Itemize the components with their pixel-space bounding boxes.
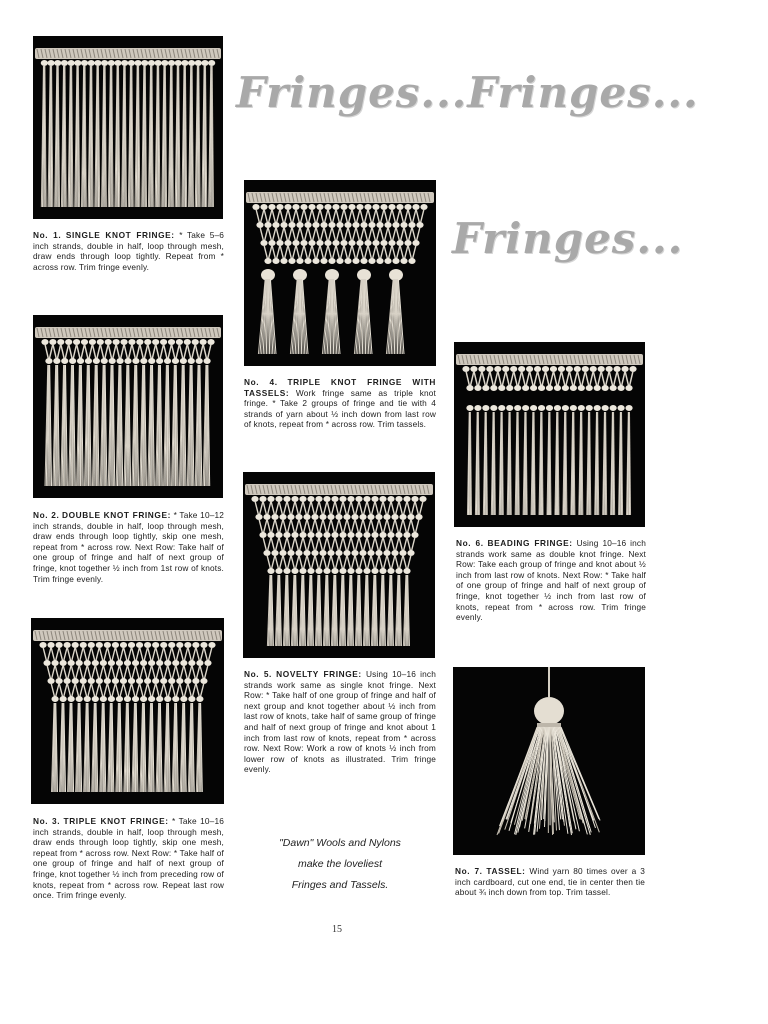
page-title-continued: Fringes... [452, 214, 684, 263]
promo-line-1: "Dawn" Wools and Nylons [279, 837, 401, 849]
caption-6-label: No. 6. [456, 538, 484, 548]
caption-2 [33, 510, 224, 584]
caption-7-label: No. 7. [455, 866, 483, 876]
caption-6-text: Using 10–16 inch strands work same as double knot fringe. Next Row: Take each group of fringe and knot about ½ inch from last row of knots. Next Row: * Take half of one group of fringe and half of next group of fringe, knot together ½ inch from last row of knots, repeat from * across row. Trim fringe evenly. [456, 538, 646, 623]
double-knot-fringe-photo [33, 315, 223, 498]
caption-5-label: No. 5. [244, 669, 272, 679]
promo-line-2: make the loveliest [297, 858, 383, 870]
caption-7-title: TASSEL: [486, 866, 526, 876]
caption-3-title: TRIPLE KNOT FRINGE: [63, 816, 169, 826]
caption-3-text: * Take 10–16 inch strands, double in half, loop through mesh, draw ends through loop tightly, skip one mesh, repeat from * across row. Next Row: * Take half of one group of fringe and half of next group of fringe, knot together ½ inch from preceding row of knots, repeat from * across row. Repeat last row once. Trim fringe evenly. [33, 816, 224, 901]
promo-line-3: Fringes and Tassels. [291, 879, 389, 891]
caption-7 [455, 866, 645, 898]
caption-1 [33, 230, 224, 272]
caption-3 [33, 816, 224, 901]
caption-1-title: SINGLE KNOT FRINGE: [65, 230, 175, 240]
novelty-fringe-photo [243, 472, 435, 658]
triple-knot-tassel-fringe-photo [244, 180, 436, 366]
caption-3-label: No. 3. [33, 816, 61, 826]
caption-1-label: No. 1. [33, 230, 62, 240]
caption-6 [456, 538, 646, 623]
caption-4 [244, 377, 436, 430]
caption-7-text: Wind yarn 80 times over a 3 inch cardboard, cut one end, tie in center then tie about ¾ inch down from top. Trim tassel. [455, 866, 645, 898]
caption-6-title: BEADING FRINGE: [487, 538, 573, 548]
promo-text [260, 833, 420, 896]
caption-2-label: No. 2. [33, 510, 60, 520]
caption-4-title: TRIPLE KNOT FRINGE WITH TASSELS: [244, 377, 436, 398]
single-knot-fringe-photo [33, 36, 223, 219]
caption-1-text: * Take 5–6 inch strands, double in half, loop through mesh, draw ends through loop tightly. Repeat from * across row. Trim fringe evenly. [33, 230, 224, 272]
tassel-photo [453, 667, 645, 855]
triple-knot-fringe-photo [31, 618, 224, 804]
caption-5 [244, 669, 436, 775]
caption-5-text: Using 10–16 inch strands work same as single knot fringe. Next Row: * Take half of one group of fringe and half of next group and knot together about ½ inch from last row of knots, take half of same group of fringe and half of next group of fringe and knot about 1 inch from last row of knots, repeat from * across row. Next Row: Work a row of knots ½ inch from lower row of knots as illustrated. Trim fringe evenly. [244, 669, 436, 775]
caption-2-text: * Take 10–12 inch strands, double in half, loop through mesh, draw ends through loop tightly, skip one mesh, repeat from * across row. Next Row: Take half of one group of fringe and half of next group of fringe, knot together ½ inch from 1st row of knots. Trim fringe evenly. [33, 510, 224, 584]
caption-4-text: Work fringe same as triple knot fringe. * Take 2 groups of fringe and tie with 4 strands of yarn about ½ inch down from last row of knots, repeat from * across row. Trim tassels. [244, 387, 436, 430]
beading-fringe-photo [454, 342, 645, 527]
page-number: 15 [332, 924, 342, 935]
caption-5-title: NOVELTY FRINGE: [276, 669, 362, 679]
caption-4-label: No. 4. [244, 377, 278, 387]
page-title: Fringes...Fringes... [236, 68, 699, 117]
caption-2-title: DOUBLE KNOT FRINGE: [61, 510, 171, 520]
